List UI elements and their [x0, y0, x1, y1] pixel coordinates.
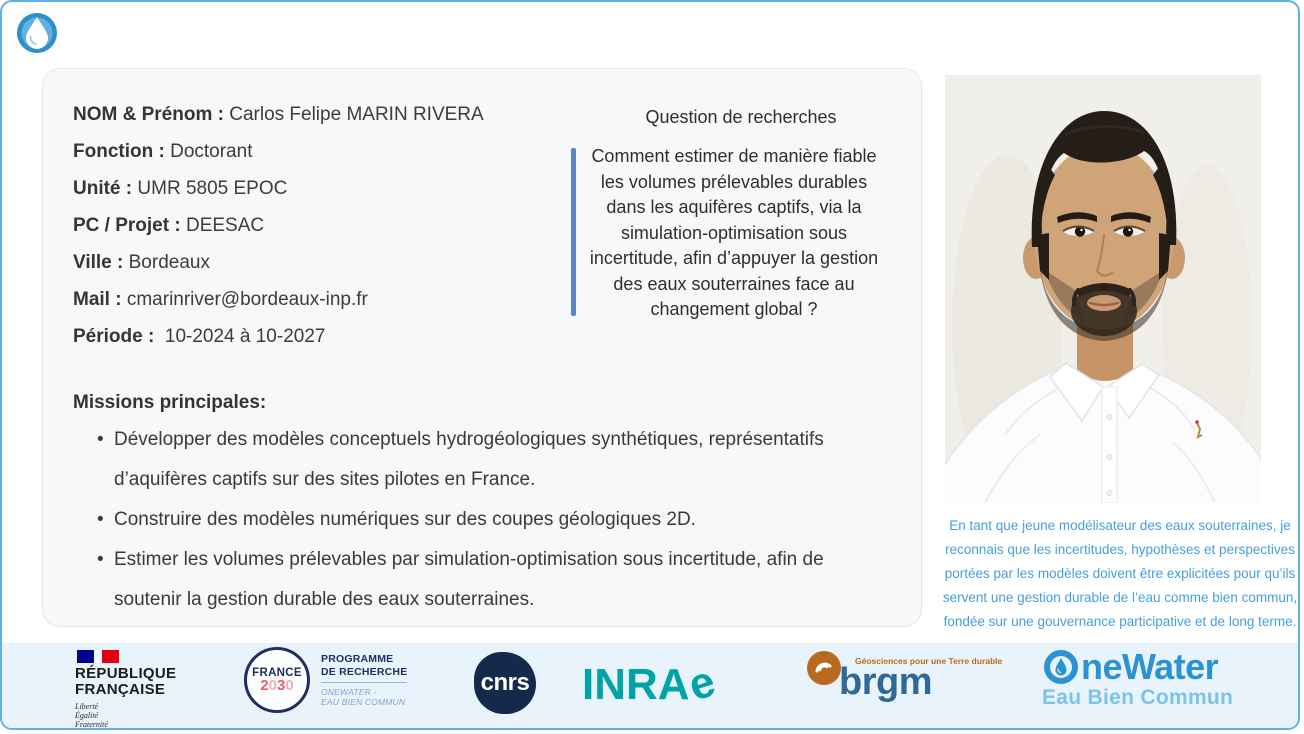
missions-list: [73, 420, 893, 620]
footer-logos: [2, 643, 1298, 728]
profile-photo: [945, 75, 1261, 503]
quote-line: portées par les modèles doivent être explicitées pour qu’ils: [944, 566, 1296, 581]
field-period: Période : 10-2024 à 10-2027: [73, 326, 326, 347]
missions-title: Missions principales:: [73, 392, 267, 413]
research-question-title: Question de recherches: [645, 107, 837, 127]
inrae-logo: INRAe: [582, 656, 721, 711]
quote-line: En tant que jeune modélisateur des eaux souterraines, je: [949, 518, 1291, 533]
mission-item: • Développer des modèles conceptuels hydrogéologiques synthétiques, représentatifs d’aquifères captifs sur des sites pilotes en France.: [97, 420, 893, 500]
field-unit: Unité : UMR 5805 EPOC: [73, 178, 288, 199]
quote-line: fondée sur une gouvernance participative et de long terme.: [943, 614, 1297, 629]
field-mail: Mail : cmarinriver@bordeaux-inp.fr: [73, 289, 368, 310]
onewater-o-drop-icon: [1043, 649, 1079, 685]
france-2030-circle-icon: FRANCE 2030: [244, 647, 310, 713]
cnrs-circle-icon: cnrs: [474, 652, 536, 714]
field-function: Fonction : Doctorant: [73, 141, 253, 162]
research-question-text: Comment estimer de manière fiable les volumes prélevables durables dans les aquifères captifs, via la simulation-optimisation sous incertitude, afin d’appuyer la gestion des eaux souterraines face au changement global ?: [589, 146, 879, 319]
field-name: NOM & Prénom : Carlos Felipe MARIN RIVERA: [73, 104, 484, 125]
mission-item: • Construire des modèles numériques sur des coupes géologiques 2D.: [97, 500, 893, 540]
water-drop-icon: [15, 11, 59, 55]
quote-line: reconnais que les incertitudes, hypothèses et perspectives: [945, 542, 1295, 557]
brgm-logo: Géosciences pour une Terre durable brgm: [799, 647, 969, 719]
profile-info-card: [42, 68, 922, 627]
missions-section: [73, 392, 893, 620]
research-question-section: [571, 107, 893, 362]
cnrs-logo: [474, 652, 536, 714]
identity-fields: [73, 103, 571, 362]
personal-statement: [940, 514, 1300, 634]
mission-item: • Estimer les volumes prélevables par simulation-optimisation sous incertitude, afin de soutenir la gestion durable des eaux souterraines.: [97, 540, 893, 620]
question-accent-bar: [571, 148, 576, 316]
field-city: Ville : Bordeaux: [73, 252, 210, 273]
field-project: PC / Projet : DEESAC: [73, 215, 265, 236]
republique-francaise-logo: RÉPUBLIQUE FRANÇAISE Liberté Égalité Fraternité: [75, 650, 176, 729]
france-2030-logo: FRANCE 2030 PROGRAMME DE RECHERCHE ONEWATER - EAU BIEN COMMUN: [244, 647, 407, 713]
quote-line: servent une gestion durable de l’eau comme bien commun,: [942, 590, 1298, 605]
onewater-logo: neWater Eau Bien Commun: [1042, 646, 1234, 709]
email-address: cmarinriver@bordeaux-inp.fr: [126, 289, 368, 310]
french-flag-icon: [77, 650, 125, 663]
